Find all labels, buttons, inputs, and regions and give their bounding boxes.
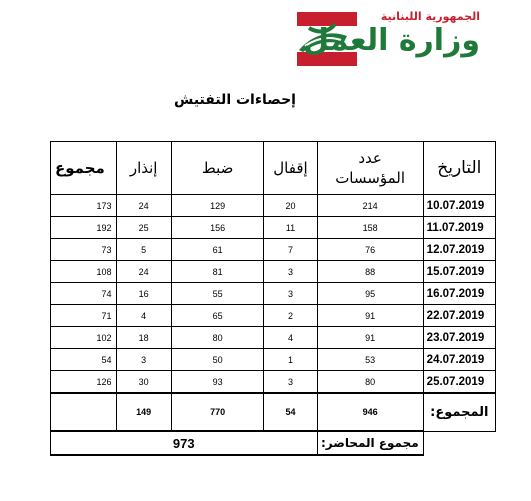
cell-closure: 1 [264, 349, 317, 371]
grand-total-row [51, 431, 496, 455]
table-row [51, 349, 496, 371]
cell-total: 73 [51, 239, 117, 261]
page-title: إحصاءات التفتيش [174, 92, 296, 108]
cell-count: 91 [317, 327, 423, 349]
sum-row [51, 393, 496, 431]
cell-date: 10.07.2019 [423, 195, 495, 217]
table-row [51, 239, 496, 261]
cell-total: 102 [51, 327, 117, 349]
logo-ministry-text: وزارة العمل [303, 23, 480, 58]
cell-date: 22.07.2019 [423, 305, 495, 327]
cell-seizure: 129 [171, 195, 264, 217]
cell-count: 88 [317, 261, 423, 283]
cell-closure: 20 [264, 195, 317, 217]
cell-date: 16.07.2019 [423, 283, 495, 305]
cell-date: 11.07.2019 [423, 217, 495, 239]
header-total: مجموع [51, 142, 117, 195]
cell-total: 192 [51, 217, 117, 239]
cell-total: 74 [51, 283, 117, 305]
sum-label: المجموع: [423, 393, 495, 431]
grand-total-value: 973 [51, 431, 318, 455]
cell-total: 126 [51, 371, 117, 394]
cell-count: 158 [317, 217, 423, 239]
cell-closure: 2 [264, 305, 317, 327]
table-row [51, 261, 496, 283]
cell-warning: 16 [116, 283, 171, 305]
cell-warning: 3 [116, 349, 171, 371]
cell-date: 25.07.2019 [423, 371, 495, 394]
table-header-row [51, 142, 496, 195]
cell-closure: 7 [264, 239, 317, 261]
header-date: التاريخ [423, 142, 495, 195]
ministry-logo [295, 10, 485, 70]
cell-date: 24.07.2019 [423, 349, 495, 371]
table-row [51, 217, 496, 239]
inspection-stats-table [50, 141, 496, 456]
cell-date: 15.07.2019 [423, 261, 495, 283]
cell-closure: 4 [264, 327, 317, 349]
cell-warning: 4 [116, 305, 171, 327]
cell-seizure: 80 [171, 327, 264, 349]
table-row [51, 305, 496, 327]
table-row [51, 195, 496, 217]
cell-warning: 24 [116, 195, 171, 217]
cell-closure: 3 [264, 371, 317, 394]
cell-warning: 5 [116, 239, 171, 261]
cell-seizure: 93 [171, 371, 264, 394]
cell-total: 108 [51, 261, 117, 283]
header-count-line2: المؤسسات [335, 169, 405, 187]
cell-seizure: 81 [171, 261, 264, 283]
cell-total: 71 [51, 305, 117, 327]
header-seizure: ضبط [171, 142, 264, 195]
cell-seizure: 50 [171, 349, 264, 371]
cell-closure: 11 [264, 217, 317, 239]
cell-seizure: 61 [171, 239, 264, 261]
logo-republic-text: الجمهورية اللبنانية [380, 10, 480, 23]
cell-count: 53 [317, 349, 423, 371]
cell-seizure: 65 [171, 305, 264, 327]
sum-count: 946 [317, 393, 423, 431]
cell-count: 95 [317, 283, 423, 305]
cell-warning: 18 [116, 327, 171, 349]
header-establishments-count [317, 142, 423, 195]
cell-seizure: 156 [171, 217, 264, 239]
cell-count: 91 [317, 305, 423, 327]
grand-total-label: مجموع المحاضر: [317, 431, 423, 455]
table-row [51, 283, 496, 305]
cell-count: 80 [317, 371, 423, 394]
cell-warning: 24 [116, 261, 171, 283]
header-closure: إقفال [264, 142, 317, 195]
cell-total: 173 [51, 195, 117, 217]
cell-count: 76 [317, 239, 423, 261]
header-count-line1: عدد [358, 149, 382, 167]
cell-closure: 3 [264, 261, 317, 283]
sum-total [51, 393, 117, 431]
cell-warning: 30 [116, 371, 171, 394]
cell-count: 214 [317, 195, 423, 217]
cell-date: 12.07.2019 [423, 239, 495, 261]
cell-closure: 3 [264, 283, 317, 305]
table-row [51, 327, 496, 349]
cell-date: 23.07.2019 [423, 327, 495, 349]
cell-total: 54 [51, 349, 117, 371]
table-row [51, 371, 496, 394]
sum-seizure: 770 [171, 393, 264, 431]
cell-warning: 25 [116, 217, 171, 239]
cell-seizure: 55 [171, 283, 264, 305]
blank-cell [423, 431, 495, 455]
sum-closure: 54 [264, 393, 317, 431]
header-warning: إنذار [116, 142, 171, 195]
sum-warning: 149 [116, 393, 171, 431]
